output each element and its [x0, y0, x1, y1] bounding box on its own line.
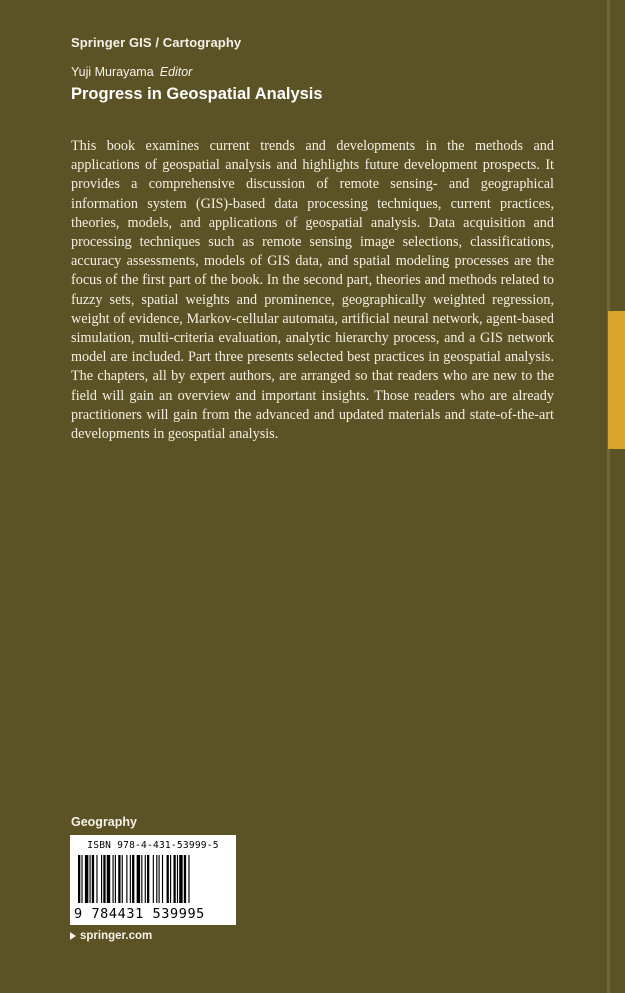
barcode-bar: [147, 855, 149, 903]
barcode-bar: [130, 855, 131, 903]
barcode-bar: [90, 855, 91, 903]
spine-edge: [607, 0, 610, 993]
barcode-bars: [76, 855, 230, 905]
isbn-barcode: [70, 835, 236, 925]
barcode-number: 9 784431 539995: [74, 906, 205, 922]
barcode-bar: [107, 855, 110, 903]
barcode-bar: [159, 855, 160, 903]
publisher-website[interactable]: springer.com: [80, 930, 153, 942]
barcode-bar: [96, 855, 97, 903]
barcode-bar: [122, 855, 123, 903]
editor-role: Editor: [159, 65, 193, 79]
barcode-bar: [153, 855, 154, 903]
barcode-bar: [177, 855, 178, 903]
barcode-bar: [92, 855, 94, 903]
publisher-link[interactable]: [70, 930, 152, 942]
editor-name: Yuji Murayama: [71, 65, 154, 79]
barcode-bar: [103, 855, 105, 903]
series-name: Springer GIS / Cartography: [71, 35, 242, 50]
barcode-bar: [141, 855, 142, 903]
barcode-bar: [113, 855, 114, 903]
barcode-bar: [78, 855, 80, 903]
barcode-bar: [167, 855, 169, 903]
isbn-label: ISBN 978-4-431-53999-5: [87, 840, 219, 851]
barcode-bar: [170, 855, 171, 903]
barcode-bar: [184, 855, 186, 903]
barcode-bar: [173, 855, 175, 903]
spine-color-tab: [608, 311, 625, 449]
barcode-bar: [132, 855, 134, 903]
barcode-bar: [115, 855, 116, 903]
barcode-bar: [145, 855, 146, 903]
barcode-bar: [101, 855, 102, 903]
subject-category: Geography: [71, 815, 137, 829]
book-description: This book examines current trends and developments in the methods and applications of geospatial analysis and highlights future development prospects. It provides a comprehensive discussion of remote sensing- and geographical information system (GIS)-based data processing techniques, current practices, theories, models, and applications of geospatial analysis. Data acquisition and processing techniques such as remote sensing image selections, classifications, accuracy assessments, models of GIS data, and spatial modeling processes are the focus of the first part of the book. In the second part, theories and methods related to fuzzy sets, spatial weights and prominence, geographically weighted regression, weight of evidence, Markov-cellular automata, artificial neural network, agent-based simulation, multi-criteria evaluation, analytic hierarchy process, and a GIS network model are included. Part three presents selected best practices in geospatial analysis. The chapters, all by expert authors, are arranged so that readers who are new to the field will gain an overview and important insights. Those readers who are already practitioners will gain from the advanced and updated materials and state-of-the-art developments in geospatial analysis.: [71, 138, 554, 443]
barcode-bar: [137, 855, 140, 903]
barcode-bar: [179, 855, 182, 903]
barcode-bar: [126, 855, 127, 903]
editor-line: [71, 65, 192, 79]
arrow-right-icon: [70, 932, 76, 940]
barcode-bar: [118, 855, 120, 903]
barcode-bar: [156, 855, 157, 903]
book-title: Progress in Geospatial Analysis: [71, 85, 323, 103]
barcode-bar: [85, 855, 88, 903]
barcode-bar: [188, 855, 189, 903]
barcode-bar: [162, 855, 163, 903]
barcode-bar: [81, 855, 82, 903]
